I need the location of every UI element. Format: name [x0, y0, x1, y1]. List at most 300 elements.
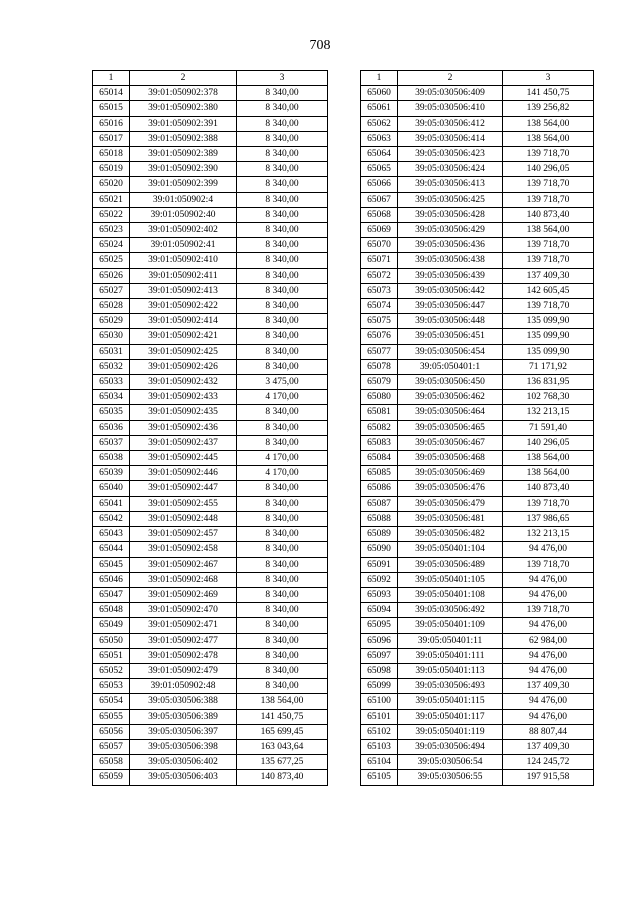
cadastral-number-cell: 39:05:030506:409 [398, 86, 503, 101]
table-row [93, 207, 328, 222]
value-cell: 137 986,65 [503, 511, 594, 526]
row-number-cell: 65029 [93, 314, 130, 329]
value-cell: 8 340,00 [237, 435, 328, 450]
row-number-cell: 65104 [361, 755, 398, 770]
table-row [93, 542, 328, 557]
value-cell: 8 340,00 [237, 359, 328, 374]
row-number-cell: 65025 [93, 253, 130, 268]
table-row [361, 131, 594, 146]
cadastral-number-cell: 39:01:050902:437 [130, 435, 237, 450]
cadastral-number-cell: 39:05:050401:104 [398, 542, 503, 557]
table-row [361, 147, 594, 162]
cadastral-number-cell: 39:01:050902:470 [130, 603, 237, 618]
row-number-cell: 65055 [93, 709, 130, 724]
value-cell: 8 340,00 [237, 283, 328, 298]
row-number-cell: 65101 [361, 709, 398, 724]
value-cell: 88 807,44 [503, 724, 594, 739]
row-number-cell: 65049 [93, 618, 130, 633]
column-header: 1 [93, 71, 130, 86]
value-cell: 8 340,00 [237, 344, 328, 359]
table-row [361, 207, 594, 222]
table-row [93, 420, 328, 435]
table-row [93, 299, 328, 314]
cadastral-number-cell: 39:01:050902:455 [130, 496, 237, 511]
row-number-cell: 65053 [93, 679, 130, 694]
cadastral-number-cell: 39:01:050902:413 [130, 283, 237, 298]
row-number-cell: 65096 [361, 633, 398, 648]
row-number-cell: 65063 [361, 131, 398, 146]
header-row [93, 71, 328, 86]
value-cell: 163 043,64 [237, 739, 328, 754]
value-cell: 8 340,00 [237, 329, 328, 344]
row-number-cell: 65042 [93, 511, 130, 526]
cadastral-number-cell: 39:05:030506:414 [398, 131, 503, 146]
row-number-cell: 65068 [361, 207, 398, 222]
value-cell: 197 915,58 [503, 770, 594, 785]
cadastral-number-cell: 39:01:050902:436 [130, 420, 237, 435]
cadastral-number-cell: 39:05:030506:55 [398, 770, 503, 785]
value-cell: 139 718,70 [503, 192, 594, 207]
table-row [93, 344, 328, 359]
row-number-cell: 65031 [93, 344, 130, 359]
row-number-cell: 65051 [93, 648, 130, 663]
value-cell: 71 591,40 [503, 420, 594, 435]
table-row [361, 527, 594, 542]
table-row [93, 390, 328, 405]
cadastral-number-cell: 39:01:050902:479 [130, 663, 237, 678]
row-number-cell: 65018 [93, 147, 130, 162]
value-cell: 8 340,00 [237, 131, 328, 146]
table-row [361, 283, 594, 298]
cadastral-number-cell: 39:01:050902:389 [130, 147, 237, 162]
table-row [361, 101, 594, 116]
row-number-cell: 65035 [93, 405, 130, 420]
value-cell: 8 340,00 [237, 405, 328, 420]
table-row [93, 587, 328, 602]
cadastral-number-cell: 39:05:050401:113 [398, 663, 503, 678]
table-row [93, 131, 328, 146]
table-row [93, 435, 328, 450]
cadastral-number-cell: 39:05:030506:438 [398, 253, 503, 268]
row-number-cell: 65091 [361, 557, 398, 572]
table-row [361, 390, 594, 405]
table-row [361, 405, 594, 420]
row-number-cell: 65032 [93, 359, 130, 374]
row-number-cell: 65037 [93, 435, 130, 450]
value-cell: 138 564,00 [503, 466, 594, 481]
value-cell: 8 340,00 [237, 663, 328, 678]
value-cell: 8 340,00 [237, 603, 328, 618]
cadastral-number-cell: 39:05:030506:489 [398, 557, 503, 572]
cadastral-number-cell: 39:05:050401:1 [398, 359, 503, 374]
table-row [361, 344, 594, 359]
table-row [361, 162, 594, 177]
cadastral-number-cell: 39:01:050902:469 [130, 587, 237, 602]
page-number: 708 [309, 38, 331, 53]
table-row [93, 527, 328, 542]
value-cell: 8 340,00 [237, 527, 328, 542]
cadastral-number-cell: 39:05:030506:398 [130, 739, 237, 754]
table-row [93, 314, 328, 329]
value-cell: 138 564,00 [237, 694, 328, 709]
table-row [93, 739, 328, 754]
value-cell: 8 340,00 [237, 481, 328, 496]
row-number-cell: 65060 [361, 86, 398, 101]
cadastral-number-cell: 39:05:030506:467 [398, 435, 503, 450]
cadastral-number-cell: 39:01:050902:435 [130, 405, 237, 420]
row-number-cell: 65027 [93, 283, 130, 298]
value-cell: 139 718,70 [503, 603, 594, 618]
row-number-cell: 65045 [93, 557, 130, 572]
column-header: 1 [361, 71, 398, 86]
row-number-cell: 65062 [361, 116, 398, 131]
value-cell: 71 171,92 [503, 359, 594, 374]
value-cell: 94 476,00 [503, 587, 594, 602]
cadastral-number-cell: 39:01:050902:390 [130, 162, 237, 177]
cadastral-number-cell: 39:01:050902:432 [130, 375, 237, 390]
table-row [361, 496, 594, 511]
value-cell: 8 340,00 [237, 633, 328, 648]
table-row [93, 359, 328, 374]
cadastral-number-cell: 39:01:050902:448 [130, 511, 237, 526]
cadastral-number-cell: 39:01:050902:433 [130, 390, 237, 405]
cadastral-number-cell: 39:05:030506:389 [130, 709, 237, 724]
table-row [361, 511, 594, 526]
row-number-cell: 65059 [93, 770, 130, 785]
table-row [93, 238, 328, 253]
table-row [93, 101, 328, 116]
cadastral-number-cell: 39:05:050401:119 [398, 724, 503, 739]
cadastral-number-cell: 39:01:050902:388 [130, 131, 237, 146]
row-number-cell: 65014 [93, 86, 130, 101]
table-row [361, 451, 594, 466]
table-row [93, 223, 328, 238]
value-cell: 8 340,00 [237, 557, 328, 572]
cadastral-number-cell: 39:05:030506:402 [130, 755, 237, 770]
row-number-cell: 65085 [361, 466, 398, 481]
table-row [93, 451, 328, 466]
cadastral-number-cell: 39:01:050902:410 [130, 253, 237, 268]
table-row [361, 755, 594, 770]
row-number-cell: 65016 [93, 116, 130, 131]
value-cell: 8 340,00 [237, 147, 328, 162]
value-cell: 135 677,25 [237, 755, 328, 770]
table-row [361, 557, 594, 572]
table-row [93, 694, 328, 709]
row-number-cell: 65105 [361, 770, 398, 785]
row-number-cell: 65021 [93, 192, 130, 207]
value-cell: 8 340,00 [237, 679, 328, 694]
value-cell: 8 340,00 [237, 253, 328, 268]
table-row [93, 86, 328, 101]
value-cell: 140 873,40 [503, 207, 594, 222]
cadastral-number-cell: 39:05:030506:424 [398, 162, 503, 177]
row-number-cell: 65024 [93, 238, 130, 253]
row-number-cell: 65075 [361, 314, 398, 329]
cadastral-number-cell: 39:01:050902:478 [130, 648, 237, 663]
cadastral-number-cell: 39:01:050902:425 [130, 344, 237, 359]
row-number-cell: 65092 [361, 572, 398, 587]
cadastral-number-cell: 39:05:050401:109 [398, 618, 503, 633]
value-cell: 138 564,00 [503, 223, 594, 238]
cadastral-number-cell: 39:05:030506:412 [398, 116, 503, 131]
row-number-cell: 65099 [361, 679, 398, 694]
value-cell: 8 340,00 [237, 618, 328, 633]
cadastral-number-cell: 39:01:050902:41 [130, 238, 237, 253]
cadastral-number-cell: 39:01:050902:414 [130, 314, 237, 329]
cadastral-number-cell: 39:01:050902:411 [130, 268, 237, 283]
table-row [93, 663, 328, 678]
row-number-cell: 65022 [93, 207, 130, 222]
value-cell: 62 984,00 [503, 633, 594, 648]
table-row [361, 420, 594, 435]
table-row [93, 375, 328, 390]
cadastral-number-cell: 39:05:030506:447 [398, 299, 503, 314]
row-number-cell: 65072 [361, 268, 398, 283]
row-number-cell: 65102 [361, 724, 398, 739]
table-row [93, 557, 328, 572]
value-cell: 142 605,45 [503, 283, 594, 298]
value-cell: 4 170,00 [237, 390, 328, 405]
cadastral-number-cell: 39:01:050902:446 [130, 466, 237, 481]
row-number-cell: 65057 [93, 739, 130, 754]
cadastral-number-cell: 39:05:030506:423 [398, 147, 503, 162]
row-number-cell: 65026 [93, 268, 130, 283]
cadastral-number-cell: 39:01:050902:399 [130, 177, 237, 192]
value-cell: 8 340,00 [237, 496, 328, 511]
table-row [93, 572, 328, 587]
row-number-cell: 65033 [93, 375, 130, 390]
row-number-cell: 65066 [361, 177, 398, 192]
cadastral-number-cell: 39:05:030506:413 [398, 177, 503, 192]
row-number-cell: 65019 [93, 162, 130, 177]
cadastral-number-cell: 39:05:030506:469 [398, 466, 503, 481]
table-row [361, 329, 594, 344]
row-number-cell: 65070 [361, 238, 398, 253]
table-row [361, 603, 594, 618]
row-number-cell: 65069 [361, 223, 398, 238]
table-row [93, 329, 328, 344]
row-number-cell: 65038 [93, 451, 130, 466]
value-cell: 138 564,00 [503, 131, 594, 146]
cadastral-number-cell: 39:01:050902:402 [130, 223, 237, 238]
table-row [361, 299, 594, 314]
row-number-cell: 65095 [361, 618, 398, 633]
cadastral-number-cell: 39:01:050902:380 [130, 101, 237, 116]
table-row [93, 618, 328, 633]
cadastral-number-cell: 39:05:030506:451 [398, 329, 503, 344]
cadastral-number-cell: 39:05:030506:482 [398, 527, 503, 542]
value-cell: 139 718,70 [503, 177, 594, 192]
cadastral-number-cell: 39:01:050902:458 [130, 542, 237, 557]
value-cell: 4 170,00 [237, 466, 328, 481]
cadastral-number-cell: 39:01:050902:471 [130, 618, 237, 633]
row-number-cell: 65082 [361, 420, 398, 435]
cadastral-number-cell: 39:05:050401:108 [398, 587, 503, 602]
registry-table-left-body [93, 71, 328, 786]
row-number-cell: 65020 [93, 177, 130, 192]
value-cell: 94 476,00 [503, 694, 594, 709]
cadastral-number-cell: 39:05:030506:481 [398, 511, 503, 526]
cadastral-number-cell: 39:05:030506:429 [398, 223, 503, 238]
value-cell: 8 340,00 [237, 314, 328, 329]
cadastral-number-cell: 39:05:030506:492 [398, 603, 503, 618]
table-row [361, 268, 594, 283]
value-cell: 138 564,00 [503, 451, 594, 466]
table-row [361, 253, 594, 268]
value-cell: 8 340,00 [237, 192, 328, 207]
value-cell: 139 718,70 [503, 147, 594, 162]
value-cell: 139 718,70 [503, 253, 594, 268]
row-number-cell: 65050 [93, 633, 130, 648]
value-cell: 141 450,75 [503, 86, 594, 101]
row-number-cell: 65023 [93, 223, 130, 238]
value-cell: 132 213,15 [503, 527, 594, 542]
cadastral-number-cell: 39:05:030506:454 [398, 344, 503, 359]
row-number-cell: 65034 [93, 390, 130, 405]
row-number-cell: 65088 [361, 511, 398, 526]
value-cell: 8 340,00 [237, 572, 328, 587]
cadastral-number-cell: 39:05:030506:448 [398, 314, 503, 329]
table-row [361, 238, 594, 253]
cadastral-number-cell: 39:01:050902:445 [130, 451, 237, 466]
row-number-cell: 65087 [361, 496, 398, 511]
table-row [361, 572, 594, 587]
table-row [361, 633, 594, 648]
table-row [93, 770, 328, 785]
row-number-cell: 65081 [361, 405, 398, 420]
value-cell: 8 340,00 [237, 207, 328, 222]
value-cell: 140 873,40 [503, 481, 594, 496]
row-number-cell: 65074 [361, 299, 398, 314]
value-cell: 136 831,95 [503, 375, 594, 390]
cadastral-number-cell: 39:05:030506:388 [130, 694, 237, 709]
table-row [93, 724, 328, 739]
value-cell: 8 340,00 [237, 223, 328, 238]
table-row [361, 192, 594, 207]
cadastral-number-cell: 39:01:050902:457 [130, 527, 237, 542]
cadastral-number-cell: 39:05:030506:479 [398, 496, 503, 511]
cadastral-number-cell: 39:01:050902:468 [130, 572, 237, 587]
value-cell: 138 564,00 [503, 116, 594, 131]
row-number-cell: 65039 [93, 466, 130, 481]
table-row [361, 375, 594, 390]
table-row [93, 679, 328, 694]
row-number-cell: 65048 [93, 603, 130, 618]
value-cell: 94 476,00 [503, 648, 594, 663]
table-row [361, 314, 594, 329]
column-header: 3 [503, 71, 594, 86]
value-cell: 137 409,30 [503, 679, 594, 694]
row-number-cell: 65015 [93, 101, 130, 116]
value-cell: 8 340,00 [237, 101, 328, 116]
row-number-cell: 65054 [93, 694, 130, 709]
value-cell: 139 718,70 [503, 238, 594, 253]
row-number-cell: 65086 [361, 481, 398, 496]
cadastral-number-cell: 39:05:030506:410 [398, 101, 503, 116]
registry-table-left [92, 70, 328, 786]
registry-table-right [360, 70, 594, 786]
table-row [361, 177, 594, 192]
table-row [93, 268, 328, 283]
row-number-cell: 65080 [361, 390, 398, 405]
value-cell: 8 340,00 [237, 648, 328, 663]
row-number-cell: 65097 [361, 648, 398, 663]
value-cell: 8 340,00 [237, 162, 328, 177]
cadastral-number-cell: 39:05:030506:397 [130, 724, 237, 739]
row-number-cell: 65044 [93, 542, 130, 557]
row-number-cell: 65100 [361, 694, 398, 709]
table-row [361, 694, 594, 709]
value-cell: 94 476,00 [503, 709, 594, 724]
row-number-cell: 65058 [93, 755, 130, 770]
cadastral-number-cell: 39:05:050401:111 [398, 648, 503, 663]
value-cell: 137 409,30 [503, 268, 594, 283]
cadastral-number-cell: 39:05:050401:115 [398, 694, 503, 709]
value-cell: 8 340,00 [237, 116, 328, 131]
table-row [93, 116, 328, 131]
table-row [361, 709, 594, 724]
value-cell: 139 718,70 [503, 557, 594, 572]
value-cell: 3 475,00 [237, 375, 328, 390]
row-number-cell: 65041 [93, 496, 130, 511]
table-row [361, 116, 594, 131]
row-number-cell: 65076 [361, 329, 398, 344]
cadastral-number-cell: 39:05:030506:442 [398, 283, 503, 298]
value-cell: 140 296,05 [503, 162, 594, 177]
table-row [93, 648, 328, 663]
row-number-cell: 65079 [361, 375, 398, 390]
cadastral-number-cell: 39:01:050902:378 [130, 86, 237, 101]
table-row [361, 86, 594, 101]
table-row [361, 618, 594, 633]
cadastral-number-cell: 39:05:030506:428 [398, 207, 503, 222]
value-cell: 8 340,00 [237, 177, 328, 192]
row-number-cell: 65040 [93, 481, 130, 496]
table-row [361, 724, 594, 739]
cadastral-number-cell: 39:05:030506:54 [398, 755, 503, 770]
row-number-cell: 65083 [361, 435, 398, 450]
row-number-cell: 65046 [93, 572, 130, 587]
table-row [93, 603, 328, 618]
row-number-cell: 65056 [93, 724, 130, 739]
value-cell: 132 213,15 [503, 405, 594, 420]
cadastral-number-cell: 39:05:030506:493 [398, 679, 503, 694]
cadastral-number-cell: 39:05:030506:436 [398, 238, 503, 253]
table-row [93, 709, 328, 724]
table-row [361, 481, 594, 496]
value-cell: 139 718,70 [503, 496, 594, 511]
table-row [93, 481, 328, 496]
value-cell: 8 340,00 [237, 268, 328, 283]
row-number-cell: 65071 [361, 253, 398, 268]
value-cell: 139 256,82 [503, 101, 594, 116]
row-number-cell: 65090 [361, 542, 398, 557]
header-row [361, 71, 594, 86]
row-number-cell: 65073 [361, 283, 398, 298]
cadastral-number-cell: 39:05:030506:465 [398, 420, 503, 435]
row-number-cell: 65093 [361, 587, 398, 602]
table-row [361, 542, 594, 557]
row-number-cell: 65028 [93, 299, 130, 314]
row-number-cell: 65103 [361, 739, 398, 754]
table-row [93, 755, 328, 770]
value-cell: 135 099,90 [503, 344, 594, 359]
table-row [361, 435, 594, 450]
cadastral-number-cell: 39:01:050902:477 [130, 633, 237, 648]
row-number-cell: 65017 [93, 131, 130, 146]
value-cell: 102 768,30 [503, 390, 594, 405]
